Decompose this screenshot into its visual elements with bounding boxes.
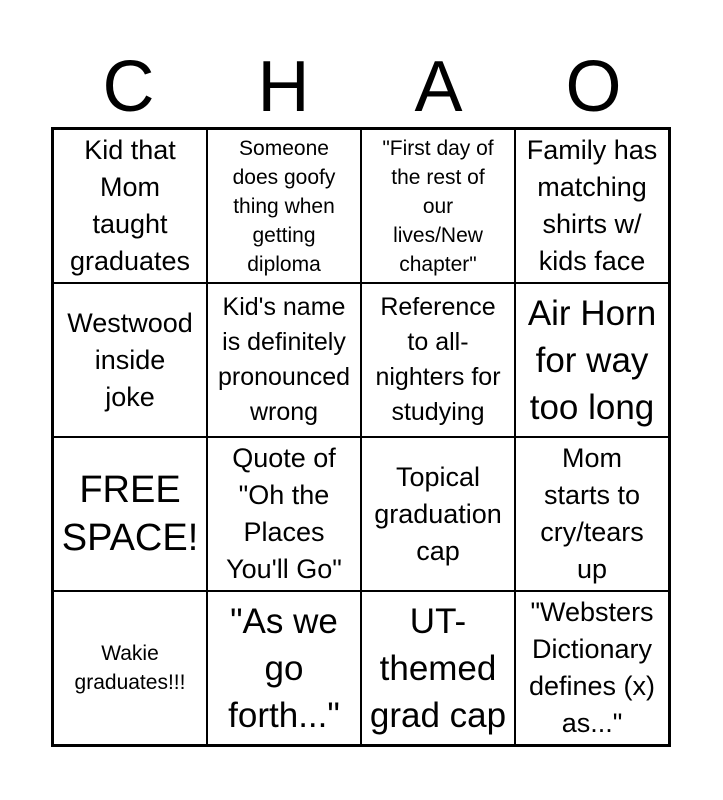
bingo-cell[interactable]	[515, 591, 669, 745]
cell-text: "Websters Dictionary defines (x) as..."	[528, 597, 656, 738]
bingo-cell[interactable]	[515, 437, 669, 591]
bingo-cell[interactable]	[361, 591, 515, 745]
cell-text: Quote of "Oh the Places You'll Go"	[226, 443, 342, 584]
cell-text: Wakie graduates!!!	[74, 642, 186, 694]
cell-text: Mom starts to cry/tears up	[540, 443, 644, 584]
cell-text: Air Horn for way too long	[527, 293, 657, 427]
cell-text: Family has matching shirts w/ kids face	[526, 135, 658, 276]
cell-text: "First day of the rest of our lives/New chapter"	[382, 136, 494, 276]
cell-text: FREE SPACE!	[61, 469, 199, 559]
bingo-cell[interactable]	[53, 283, 207, 437]
bingo-cell[interactable]	[207, 129, 361, 283]
cell-text: Reference to all- nighters for studying	[375, 293, 501, 426]
bingo-cell-free-space[interactable]	[53, 437, 207, 591]
bingo-cell[interactable]	[361, 437, 515, 591]
header-letter-c: C	[102, 47, 155, 127]
cell-text: Topical graduation cap	[374, 461, 502, 566]
cell-text: Someone does goofy thing when getting diploma	[232, 136, 336, 276]
bingo-cell[interactable]	[207, 591, 361, 745]
bingo-cell[interactable]	[207, 283, 361, 437]
header-letter-a: A	[414, 47, 463, 127]
cell-text: Kid's name is definitely pronounced wrong	[217, 293, 351, 426]
cell-text: UT- themed grad cap	[369, 601, 507, 735]
bingo-cell[interactable]	[53, 129, 207, 283]
bingo-board	[51, 127, 671, 747]
cell-text: Westwood inside joke	[67, 307, 193, 412]
cell-text: Kid that Mom taught graduates	[69, 135, 191, 276]
header-letter-o: O	[565, 47, 622, 127]
bingo-cell[interactable]	[361, 283, 515, 437]
bingo-cell[interactable]	[515, 129, 669, 283]
bingo-cell[interactable]	[515, 283, 669, 437]
cell-text: "As we go forth..."	[228, 601, 340, 735]
bingo-cell[interactable]	[361, 129, 515, 283]
bingo-header	[51, 46, 671, 128]
header-letter-h: H	[257, 47, 310, 127]
bingo-cell[interactable]	[207, 437, 361, 591]
bingo-cell[interactable]	[53, 591, 207, 745]
